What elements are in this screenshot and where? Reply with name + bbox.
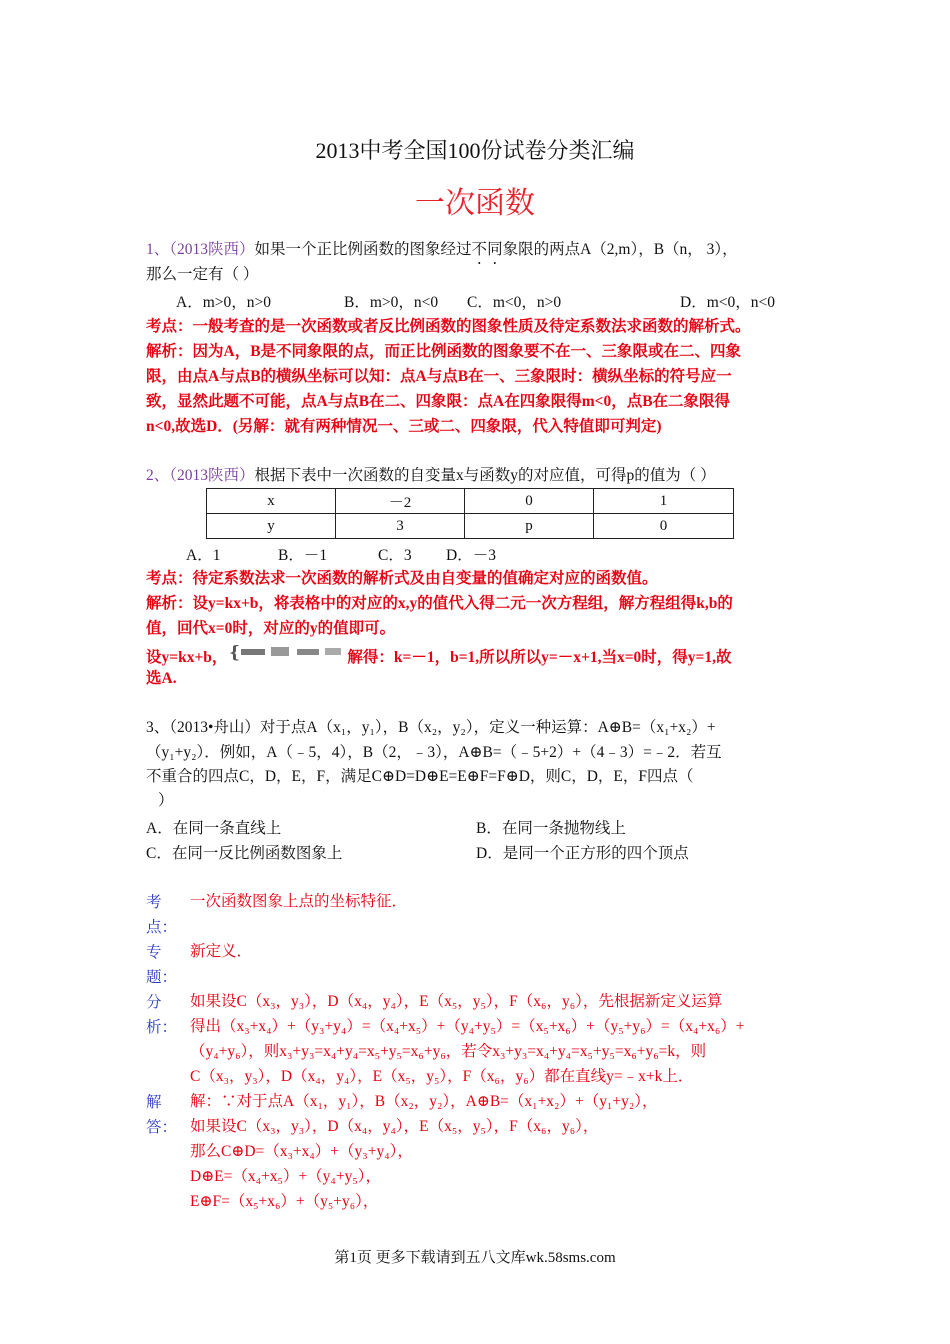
q1-number: 1、: [146, 241, 170, 258]
q2-option-c: C．3: [378, 547, 412, 564]
q1-stem-line2: 那么一定有（ ）: [146, 266, 259, 283]
q2-option-a: A．1: [186, 547, 221, 564]
table-cell: －2: [336, 489, 465, 514]
q1-analysis-3: 致，显然此题不可能，点A与点B在二、四象限：点A在四象限得m<0，点B在二象限得: [146, 393, 731, 410]
q3-analysis-3: （y₄+y₆），则x₃+y₃=x₄+y₄=x₅+y₅=x₆+y₆，若令x₃+y₃=x₄+y₄=x₅+y₅=x₆+y₆=k，则: [190, 1043, 707, 1060]
q3-stem-4: ）: [158, 792, 174, 809]
q1-analysis-1: 解析：因为A，B是不同象限的点，而正比例函数的图象要不在一、三象限或在二、四象: [146, 343, 742, 360]
q2-text: 根据下表中一次函数的自变量x与函数y的对应值，可得p的值为（ ）: [254, 467, 716, 484]
q2-analysis-3: [146, 642, 732, 670]
q2-analysis-4: 选A.: [146, 670, 177, 687]
q1-emphasis-2: 同: [487, 241, 503, 258]
page-title: 2013中考全国100份试卷分类汇编: [315, 138, 635, 163]
q2-option-d: D．－3: [446, 547, 496, 564]
q3-label-jd-2: 答：: [146, 1119, 178, 1136]
q1-option-a: A．m>0，n>0: [176, 294, 271, 311]
table-cell: y: [207, 514, 336, 539]
q2-analysis-3b: 解得：k=－1，b=1,所以所以y=－x+1,当x=0时，得y=1,故: [347, 649, 732, 666]
q1-option-d: D．m<0，n<0: [680, 294, 775, 311]
q3-stem-2: （y₁+y₂）．例如，A（﹣5，4），B（2，﹣3），A⊕B=（﹣5+2）+（4﹣3）=﹣2．若互: [146, 744, 722, 761]
q3-analysis-4: C（x₃，y₃），D（x₄，y₄），E（x₅，y₅），F（x₆，y₆）都在直线y=﹣x+k上．: [190, 1068, 694, 1085]
q3-label-kd-1: 考: [146, 894, 162, 911]
table-cell: p: [465, 514, 594, 539]
q3-option-b: B．在同一条抛物线上: [476, 820, 626, 837]
table-cell: 0: [594, 514, 734, 539]
page-footer: 第1页 更多下载请到五八文库wk.58sms.com: [334, 1250, 616, 1266]
table-row: [207, 489, 734, 514]
q3-label-zt-1: 专: [146, 944, 162, 961]
q3-label-fx-2: 析：: [146, 1019, 178, 1036]
q1-source: （2013陕西）: [169, 241, 255, 258]
q3-key-point: 一次函数图象上点的坐标特征．: [190, 893, 408, 910]
q3-label-kd-2: 点：: [146, 919, 178, 936]
q1-analysis-2: 限，由点A与点B的横纵坐标可以知：点A与点B在一、三象限时：横纵坐标的符号应一: [146, 368, 732, 385]
table-cell: x: [207, 489, 336, 514]
q1-emphasis-1: 不: [471, 241, 488, 258]
table-cell: 3: [336, 514, 465, 539]
equation-system-image: [227, 642, 347, 670]
q3-label-fx-1: 分: [146, 994, 162, 1011]
q3-stem-1: 3、（2013•舟山）对于点A（x₁，y₁），B（x₂，y₂），定义一种运算：A⊕B=（x₁+x₂）+: [146, 719, 716, 736]
svg-text:{: {: [229, 643, 242, 662]
q1-key-point: 考点：一般考查的是一次函数或者反比例函数的图象性质及待定系数法求函数的解析式。: [146, 318, 751, 335]
q1-text-a: 如果一个正比例函数的图象经过: [254, 241, 472, 258]
table-cell: 1: [594, 489, 734, 514]
q2-analysis-1: 解析：设y=kx+b，将表格中的对应的x,y的值代入得二元一次方程组，解方程组得k,b的: [146, 595, 733, 612]
section-title: 一次函数: [415, 187, 535, 220]
table-cell: 0: [465, 489, 594, 514]
q3-solution-3: 那么C⊕D=（x₃+x₄）+（y₃+y₄），: [190, 1143, 413, 1160]
q1-option-c: C．m<0，n>0: [467, 294, 562, 311]
q2-number: 2、: [146, 467, 170, 484]
q1-text-b: 象限的两点A（2,m），B（n， 3），: [502, 241, 738, 258]
q2-analysis-3a: 设y=kx+b，: [146, 649, 228, 666]
q3-topic: 新定义．: [190, 943, 253, 960]
q3-analysis-1: 如果设C（x₃，y₃），D（x₄，y₄），E（x₅，y₅），F（x₆，y₆），先根据新定义运算: [190, 993, 723, 1010]
q1-option-b: B．m>0，n<0: [344, 294, 439, 311]
q2-stem: [146, 464, 716, 488]
q3-label-zt-2: 题：: [146, 969, 178, 986]
q3-option-d: D．是同一个正方形的四个顶点: [476, 845, 689, 862]
q3-solution-1: 解：∵对于点A（x₁，y₁），B（x₂，y₂），A⊕B=（x₁+x₂）+（y₁+y₂），: [190, 1093, 658, 1110]
q3-solution-4: D⊕E=（x₄+x₅）+（y₄+y₅），: [190, 1168, 381, 1185]
q3-option-c: C．在同一反比例函数图象上: [146, 845, 343, 862]
q3-option-a: A．在同一条直线上: [146, 820, 282, 837]
q2-source: （2013陕西）: [169, 467, 255, 484]
value-table: [206, 488, 734, 539]
q3-solution-2: 如果设C（x₃，y₃），D（x₄，y₄），E（x₅，y₅），F（x₆，y₆），: [190, 1118, 599, 1135]
q1-analysis-4: n<0,故选D．(另解：就有两种情况一、三或二、四象限，代入特值即可判定): [146, 418, 662, 435]
q3-label-jd-1: 解: [146, 1094, 162, 1111]
q2-key-point: 考点：待定系数法求一次函数的解析式及由自变量的值确定对应的函数值。: [146, 570, 658, 587]
q3-solution-5: E⊕F=（x₅+x₆）+（y₅+y₆），: [190, 1193, 379, 1210]
table-row: [207, 514, 734, 539]
q3-stem-3: 不重合的四点C，D，E，F，满足C⊕D=D⊕E=E⊕F=F⊕D，则C，D，E，F四点（: [146, 768, 694, 785]
q2-analysis-2: 值，回代x=0时，对应的y的值即可。: [146, 620, 396, 637]
q3-analysis-2: 得出（x₃+x₄）+（y₃+y₄）=（x₄+x₅）+（y₄+y₅）=（x₅+x₆）+（y₅+y₆）=（x₄+x₆）+: [190, 1018, 745, 1035]
q2-option-b: B．－1: [278, 547, 328, 564]
q1-stem: [146, 238, 738, 262]
